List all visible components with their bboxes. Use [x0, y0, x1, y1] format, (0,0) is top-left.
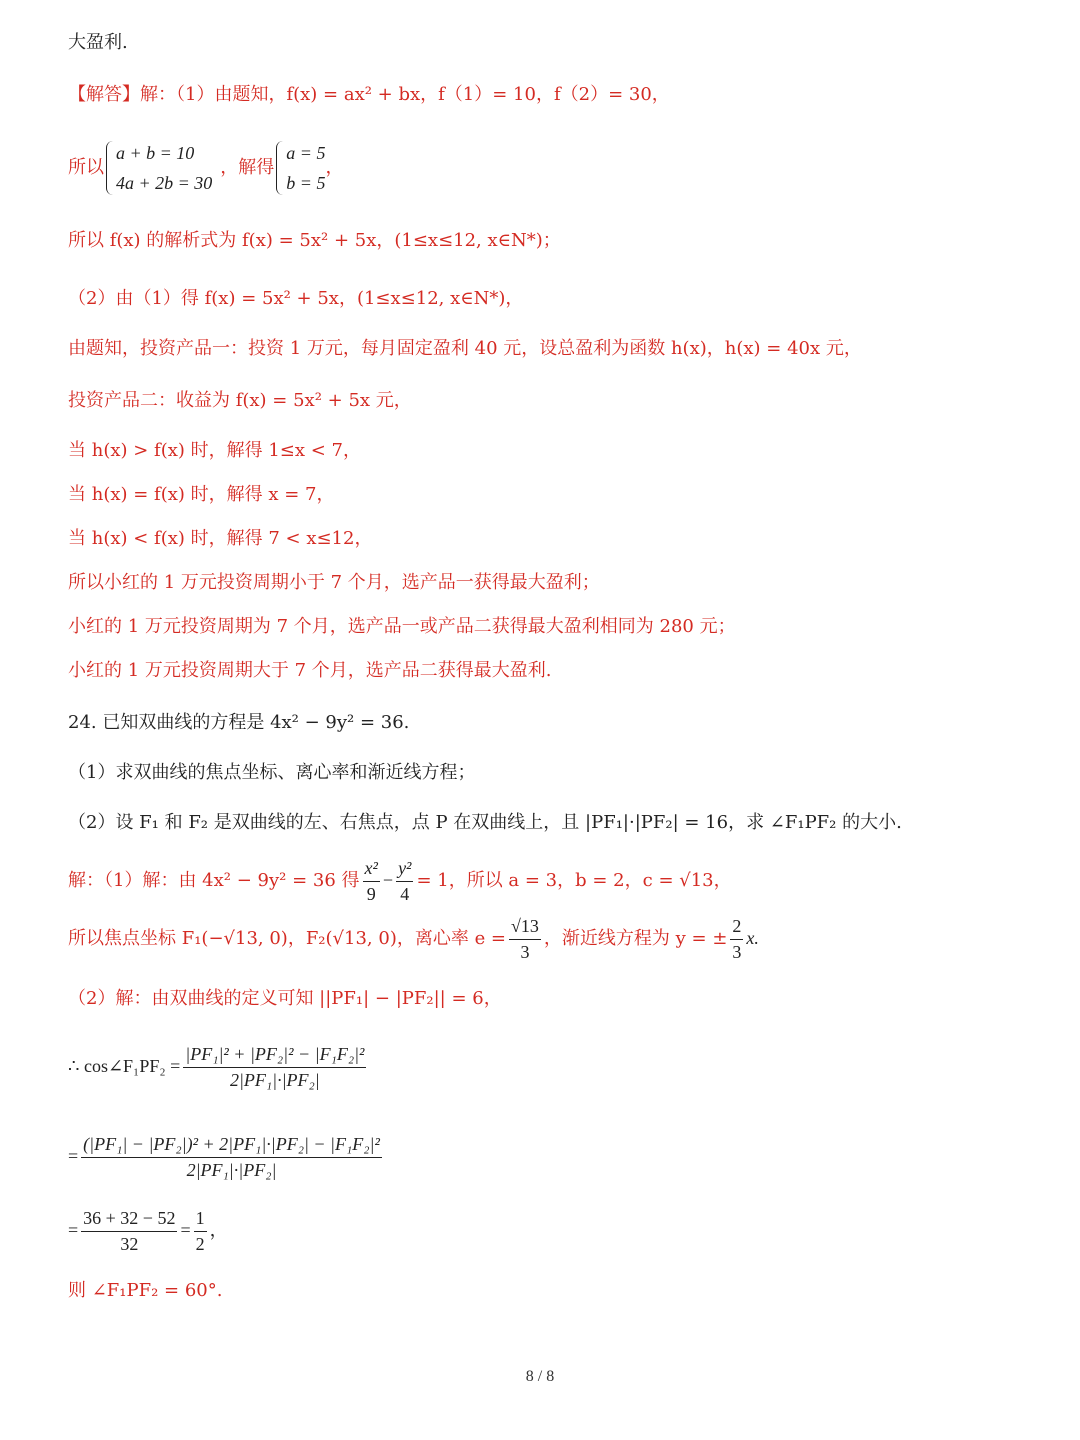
numeric-fraction — [81, 1208, 177, 1254]
solution-part1-prefix: 解：（1）解：由 4x² − 9y² = 36 得 — [68, 870, 360, 892]
system-trailing-comma: ， — [325, 157, 344, 179]
fraction-numerator: 2 — [730, 916, 743, 940]
fraction-denominator: 9 — [366, 883, 376, 904]
fraction-numerator: x² — [363, 858, 380, 882]
solve-label: ，解得 — [220, 157, 275, 179]
product-two-line: 投资产品二：收益为 f(x) = 5x² + 5x 元， — [68, 390, 412, 411]
fraction-denominator: 32 — [120, 1233, 139, 1254]
fraction-numerator: (|PF₁| − |PF₂|)² + 2|PF₁|·|PF₂| − |F₁F₂|² — [81, 1134, 382, 1158]
fraction-2-over-3 — [730, 916, 743, 962]
question-24-title: 24. 已知双曲线的方程是 4x² − 9y² = 36. — [68, 712, 410, 733]
conclusion-line-1: 所以小红的 1 万元投资周期小于 7 个月，选产品一获得最大盈利； — [68, 572, 600, 593]
minus-sign: − — [382, 870, 394, 891]
fraction-denominator: 2 — [195, 1233, 205, 1254]
system1-eq1: a + b = 10 — [116, 143, 195, 163]
fraction-numerator: 1 — [194, 1208, 207, 1232]
final-angle-line: 则 ∠F₁PF₂ = 60°. — [68, 1280, 223, 1301]
equals-sign: = — [68, 1146, 79, 1167]
expanded-fraction — [81, 1134, 382, 1180]
fraction-denominator: 3 — [732, 941, 742, 962]
question-24-part1: （1）求双曲线的焦点坐标、离心率和渐近线方程； — [68, 762, 476, 783]
solution-header-line: 【解答】解：（1）由题知，f(x) = ax² + bx，f（1）= 10，f（2）= 30， — [68, 84, 670, 105]
system2-eq1: a = 5 — [286, 143, 326, 163]
foci-prefix: 所以焦点坐标 F₁(−√13, 0)，F₂(√13, 0)，离心率 e = — [68, 928, 507, 950]
equation-system-1 — [104, 138, 212, 198]
trailing-comma: ， — [209, 1220, 228, 1241]
equation-system-2 — [274, 138, 325, 198]
part2-line: （2）由（1）得 f(x) = 5x² + 5x，(1≤x≤12, x∈N*)， — [68, 288, 524, 309]
fraction-x2-over-9 — [363, 858, 380, 904]
fraction-denominator: 2|PF₁|·|PF₂| — [229, 1069, 320, 1090]
case-less-line: 当 h(x) < f(x) 时，解得 7 < x≤12， — [68, 528, 373, 549]
therefore-cos-label: ∴ cos∠F₁PF₂ = — [68, 1056, 181, 1077]
case-greater-line: 当 h(x) > f(x) 时，解得 1≤x < 7， — [68, 440, 362, 461]
text-line-1: 大盈利. — [68, 32, 128, 53]
case-equal-line: 当 h(x) = f(x) 时，解得 x = 7， — [68, 484, 335, 505]
expanded-formula-line — [68, 1134, 385, 1180]
fraction-sqrt13-over-3 — [509, 916, 541, 962]
conclusion-line-3: 小红的 1 万元投资周期大于 7 个月，选产品二获得最大盈利. — [68, 660, 552, 681]
fraction-denominator: 2|PF₁|·|PF₂| — [186, 1159, 277, 1180]
numeric-result-line — [68, 1208, 228, 1254]
fraction-numerator: 36 + 32 − 52 — [81, 1208, 177, 1232]
equals-sign: = — [68, 1220, 79, 1241]
cosine-formula-line — [68, 1044, 369, 1090]
fraction-numerator: y² — [396, 858, 413, 882]
foci-eccentricity-line — [68, 916, 759, 962]
solution-part1-suffix: = 1，所以 a = 3，b = 2，c = √13， — [416, 870, 732, 892]
fraction-numerator: |PF₁|² + |PF₂|² − |F₁F₂|² — [183, 1044, 366, 1068]
page-number: 8 / 8 — [525, 1368, 555, 1385]
cosine-law-fraction — [183, 1044, 366, 1090]
fraction-denominator: 4 — [400, 883, 410, 904]
fraction-y2-over-4 — [396, 858, 413, 904]
asymptote-suffix: x. — [746, 928, 759, 949]
analytic-expression-line: 所以 f(x) 的解析式为 f(x) = 5x² + 5x，(1≤x≤12, x∈N*)； — [68, 230, 561, 251]
hyperbola-definition-line: （2）解：由双曲线的定义可知 ||PF₁| − |PF₂|| = 6， — [68, 988, 502, 1009]
fraction-denominator: 3 — [520, 941, 530, 962]
question-24-part2: （2）设 F₁ 和 F₂ 是双曲线的左、右焦点，点 P 在双曲线上，且 |PF₁|·|PF₂| = 16，求 ∠F₁PF₂ 的大小. — [68, 812, 902, 833]
fraction-numerator: √13 — [509, 916, 541, 940]
asymptote-label: ，渐近线方程为 y = ± — [543, 928, 728, 950]
equation-system-line — [68, 138, 343, 198]
conclusion-line-2: 小红的 1 万元投资周期为 7 个月，选产品一或产品二获得最大盈利相同为 280 元； — [68, 616, 736, 637]
product-one-line: 由题知，投资产品一：投资 1 万元，每月固定盈利 40 元，设总盈利为函数 h(x)，h(x) = 40x 元， — [68, 338, 862, 359]
solution-part1-line — [68, 858, 732, 904]
system1-eq2: 4a + 2b = 30 — [116, 173, 213, 193]
one-half-fraction — [194, 1208, 207, 1254]
equals-sign: = — [180, 1220, 191, 1241]
system2-eq2: b = 5 — [286, 173, 326, 193]
so-label: 所以 — [68, 157, 104, 179]
